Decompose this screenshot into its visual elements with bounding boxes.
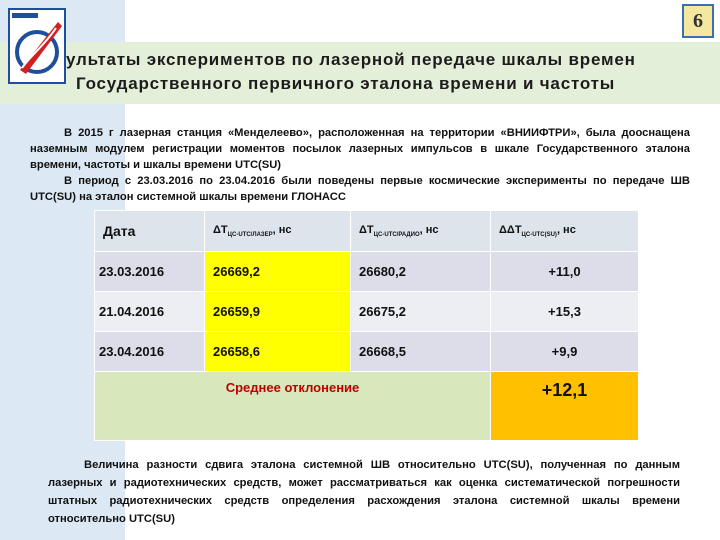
- summary-label: Среднее отклонение: [95, 372, 491, 441]
- row-date: 21.04.2016: [95, 292, 205, 332]
- page-number-badge: 6: [682, 4, 714, 38]
- title-line-2: Государственного первичного эталона времени и частоты: [76, 74, 616, 93]
- page-title: [0, 46, 720, 102]
- intro-paragraph-2: В период с 23.03.2016 по 23.04.2016 были поведены первые космические эксперименты по передаче ШВ UTC(SU) на эталон системной шкалы времени ГЛОНАСС: [30, 175, 690, 203]
- header-laser: $\Delta T_{ЦС-UTC/ЛАЗЕР}$, нс: [205, 211, 351, 252]
- header-date: Дата: [95, 211, 205, 252]
- header-radio: $\Delta T_{ЦС-UTC/РАДИО}$, нс: [351, 211, 491, 252]
- title-line-1: ультаты экспериментов по лазерной передаче шкалы времен: [66, 50, 636, 69]
- table-row: [95, 252, 639, 292]
- row-diff-value: +9,9: [491, 332, 639, 372]
- conclusion-paragraph: Величина разности сдвига эталона системной ШВ относительно UTC(SU), полученная по данным лазерных и радиотехнических средств, может рассматриваться как оценка систематической погрешности штатных радиотехнических средств определения расхождения эталона системной шкалы времени относительно UTC(SU): [48, 459, 680, 525]
- table-summary-row: [95, 372, 639, 441]
- row-laser-value: 26659,9: [205, 292, 351, 332]
- row-laser-value: 26669,2: [205, 252, 351, 292]
- intro-paragraph-1: В 2015 г лазерная станция «Менделеево», расположенная на территории «ВНИИФТРИ», была дооснащена наземным модулем регистрации моментов посылок лазерных импульсов в шкале Государственного эталона времени, частоты и шкалы времени UTC(SU): [30, 127, 690, 171]
- intro-text: [30, 125, 690, 205]
- results-table: [94, 210, 639, 441]
- row-diff-value: +11,0: [491, 252, 639, 292]
- row-date: 23.04.2016: [95, 332, 205, 372]
- table-header-row: [95, 211, 639, 252]
- row-diff-value: +15,3: [491, 292, 639, 332]
- row-laser-value: 26658,6: [205, 332, 351, 372]
- row-radio-value: 26680,2: [351, 252, 491, 292]
- conclusion-text: [48, 456, 680, 528]
- summary-value: +12,1: [491, 372, 639, 441]
- row-radio-value: 26675,2: [351, 292, 491, 332]
- table-row: [95, 332, 639, 372]
- header-diff: $\Delta\Delta T_{ЦС-UTC(SU)}$, нс: [491, 211, 639, 252]
- row-date: 23.03.2016: [95, 252, 205, 292]
- row-radio-value: 26668,5: [351, 332, 491, 372]
- table-row: [95, 292, 639, 332]
